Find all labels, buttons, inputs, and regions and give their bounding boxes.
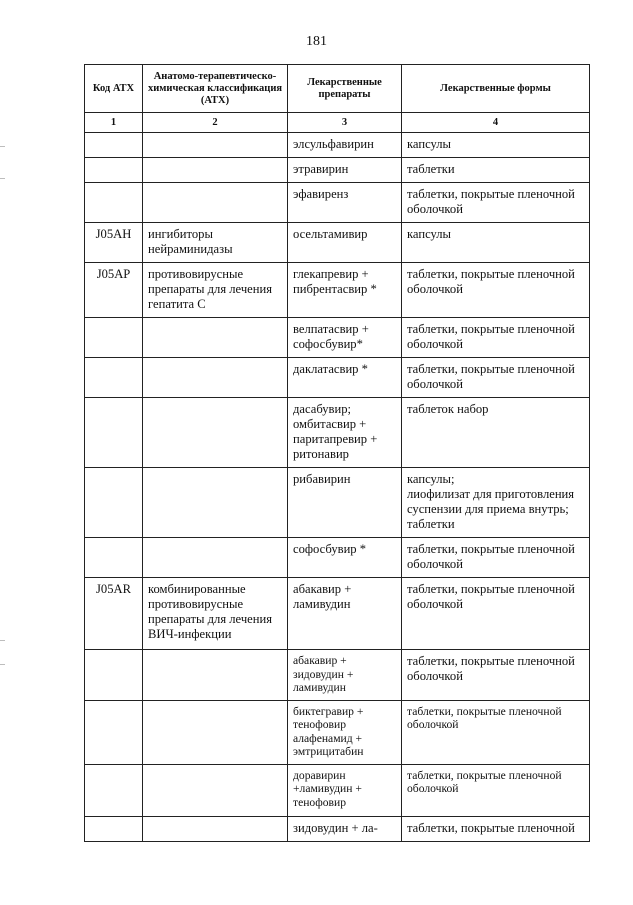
- column-number: 4: [402, 113, 590, 133]
- table-row: [85, 468, 590, 538]
- drug-cell: даклатасвир *: [288, 358, 402, 398]
- code-cell: [85, 158, 143, 183]
- code-cell: [85, 183, 143, 223]
- form-cell: капсулы: [402, 223, 590, 263]
- drug-cell: глекапревир + пибрентасвир *: [288, 263, 402, 318]
- table-row: [85, 318, 590, 358]
- drug-cell: дасабувир; омбитасвир + паритапревир + ритонавир: [288, 398, 402, 468]
- form-cell: таблетки, покрытые пленочной оболочкой: [402, 578, 590, 650]
- code-cell: [85, 764, 143, 816]
- form-cell: таблетки, покрытые пленочной оболочкой: [402, 700, 590, 764]
- form-cell: таблетки: [402, 158, 590, 183]
- scan-edge-mark: [0, 146, 5, 147]
- atx-table: [84, 64, 590, 842]
- table-row: [85, 538, 590, 578]
- classification-cell: ингибиторы нейраминидазы: [143, 223, 288, 263]
- code-cell: [85, 133, 143, 158]
- column-number: 3: [288, 113, 402, 133]
- code-cell: J05AH: [85, 223, 143, 263]
- table-header-row: [85, 65, 590, 113]
- form-cell: капсулы; лиофилизат для приготовления суспензии для приема внутрь; таблетки: [402, 468, 590, 538]
- table-row: [85, 700, 590, 764]
- table-row: [85, 764, 590, 816]
- classification-cell: [143, 158, 288, 183]
- drug-cell: абакавир + зидовудин + ламивудин: [288, 650, 402, 701]
- drug-cell: осельтамивир: [288, 223, 402, 263]
- form-cell: таблетки, покрытые пленочной оболочкой: [402, 538, 590, 578]
- classification-cell: [143, 816, 288, 841]
- table-row: [85, 158, 590, 183]
- form-cell: таблетки, покрытые пленочной оболочкой: [402, 650, 590, 701]
- code-cell: J05AR: [85, 578, 143, 650]
- code-cell: J05AP: [85, 263, 143, 318]
- code-cell: [85, 358, 143, 398]
- form-cell: таблетки, покрытые пленочной: [402, 816, 590, 841]
- drug-cell: зидовудин + ла-: [288, 816, 402, 841]
- header-forms: Лекарственные формы: [402, 65, 590, 113]
- table-row: [85, 133, 590, 158]
- table-row: [85, 816, 590, 841]
- form-cell: таблетки, покрытые пленочной оболочкой: [402, 183, 590, 223]
- drug-cell: рибавирин: [288, 468, 402, 538]
- table-row: [85, 358, 590, 398]
- header-classification: Анатомо-терапевтическо-химическая классификация (АТХ): [143, 65, 288, 113]
- column-number: 2: [143, 113, 288, 133]
- code-cell: [85, 700, 143, 764]
- code-cell: [85, 538, 143, 578]
- table-row: [85, 578, 590, 650]
- column-number-row: [85, 113, 590, 133]
- form-cell: таблетки, покрытые пленочной оболочкой: [402, 764, 590, 816]
- table-row: [85, 398, 590, 468]
- scan-edge-mark: [0, 178, 5, 179]
- drug-cell: софосбувир *: [288, 538, 402, 578]
- table-row: [85, 650, 590, 701]
- form-cell: капсулы: [402, 133, 590, 158]
- form-cell: таблетки, покрытые пленочной оболочкой: [402, 263, 590, 318]
- table-row: [85, 183, 590, 223]
- scan-edge-mark: [0, 640, 5, 641]
- classification-cell: противовирусные препараты для лечения гепатита С: [143, 263, 288, 318]
- table-row: [85, 223, 590, 263]
- drug-cell: доравирин +ламивудин + тенофовир: [288, 764, 402, 816]
- classification-cell: [143, 650, 288, 701]
- classification-cell: [143, 700, 288, 764]
- drug-cell: элсульфавирин: [288, 133, 402, 158]
- drug-cell: этравирин: [288, 158, 402, 183]
- classification-cell: [143, 538, 288, 578]
- classification-cell: [143, 468, 288, 538]
- page-number: 181: [306, 34, 327, 49]
- classification-cell: [143, 764, 288, 816]
- code-cell: [85, 650, 143, 701]
- classification-cell: [143, 183, 288, 223]
- classification-cell: [143, 358, 288, 398]
- drug-cell: биктегравир + тенофовир алафенамид + эмтрицитабин: [288, 700, 402, 764]
- form-cell: таблетки, покрытые пленочной оболочкой: [402, 318, 590, 358]
- form-cell: таблетки, покрытые пленочной оболочкой: [402, 358, 590, 398]
- classification-cell: [143, 133, 288, 158]
- code-cell: [85, 816, 143, 841]
- drug-cell: эфавиренз: [288, 183, 402, 223]
- form-cell: таблеток набор: [402, 398, 590, 468]
- scan-edge-mark: [0, 664, 5, 665]
- code-cell: [85, 318, 143, 358]
- header-code: Код АТХ: [85, 65, 143, 113]
- drug-cell: абакавир + ламивудин: [288, 578, 402, 650]
- classification-cell: [143, 398, 288, 468]
- code-cell: [85, 398, 143, 468]
- table-row: [85, 263, 590, 318]
- code-cell: [85, 468, 143, 538]
- classification-cell: комбинированные противовирусные препараты для лечения ВИЧ-инфекции: [143, 578, 288, 650]
- classification-cell: [143, 318, 288, 358]
- header-drugs: Лекарственные препараты: [288, 65, 402, 113]
- column-number: 1: [85, 113, 143, 133]
- drug-cell: велпатасвир + софосбувир*: [288, 318, 402, 358]
